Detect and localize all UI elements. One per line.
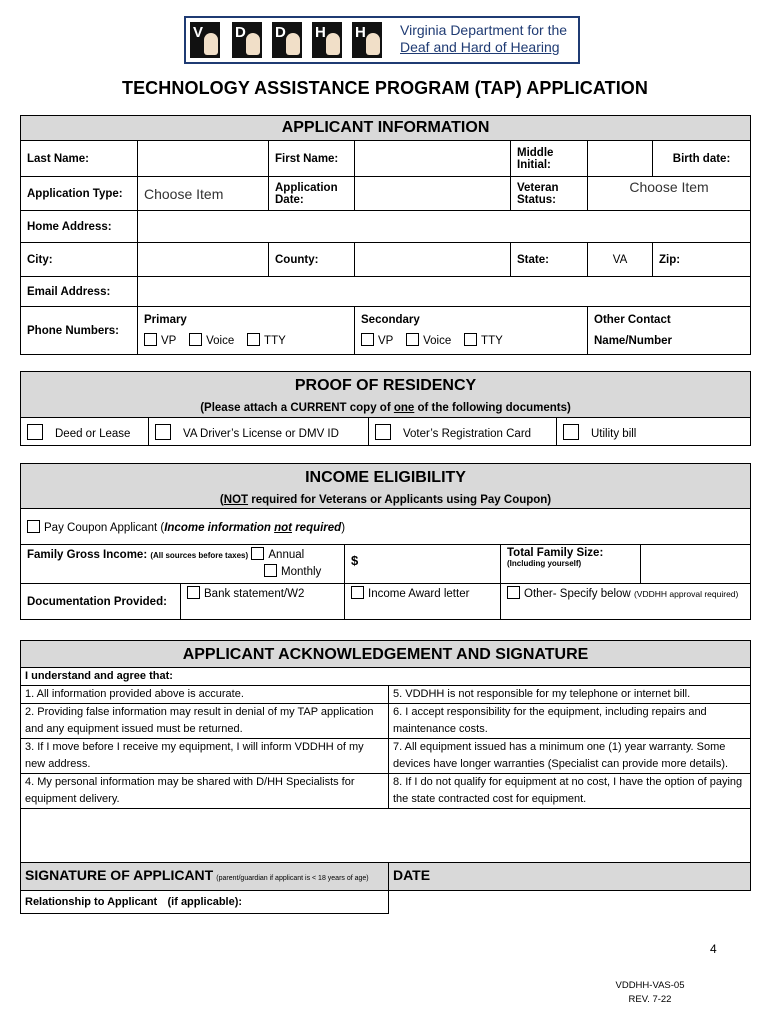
- income-award-option[interactable]: Income Award letter: [345, 584, 501, 620]
- agreement-item: 6. I accept responsibility for the equipment, including repairs and maintenance costs.: [389, 704, 751, 739]
- section-header: APPLICANT ACKNOWLEDGEMENT AND SIGNATURE: [21, 641, 751, 668]
- city-label: City:: [21, 243, 138, 277]
- secondary-phone-field[interactable]: Secondary VP Voice TTY: [355, 307, 588, 355]
- checkbox[interactable]: [144, 333, 157, 346]
- zip-field[interactable]: [653, 243, 751, 277]
- section-subheader: (Please attach a CURRENT copy of one of the following documents): [21, 400, 751, 418]
- zip-label: Zip:: [659, 253, 681, 266]
- family-income-label: Family Gross Income:: [27, 549, 148, 561]
- birth-date-label: Birth date:: [672, 152, 731, 165]
- page-number: 4: [710, 942, 717, 956]
- checkbox[interactable]: [375, 424, 391, 440]
- logo-tile: D: [232, 22, 262, 58]
- agreement-item: 3. If I move before I receive my equipment, I will inform VDDHH of my new address.: [21, 739, 389, 774]
- voter-registration-option[interactable]: Voter’s Registration Card: [369, 418, 557, 446]
- last-name-input[interactable]: [138, 141, 269, 177]
- family-size-label-cell: Total Family Size: (Including yourself): [501, 545, 641, 584]
- checkbox[interactable]: [247, 333, 260, 346]
- email-input[interactable]: [138, 277, 751, 307]
- monthly-checkbox[interactable]: [264, 564, 277, 577]
- first-name-label: First Name:: [269, 141, 355, 177]
- application-type-label: Application Type:: [21, 177, 138, 211]
- relationship-label: Relationship to Applicant: [21, 891, 197, 914]
- logo-tile: H: [352, 22, 382, 58]
- annual-checkbox[interactable]: [251, 547, 264, 560]
- agreement-item: 7. All equipment issued has a minimum one (1) year warranty. Some devices have longer warranties (Specialist can provide more details).: [389, 739, 751, 774]
- signature-area[interactable]: [21, 809, 751, 863]
- agreement-item: 8. If I do not qualify for equipment at no cost, I have the option of paying the state contracted cost for equipment.: [389, 774, 751, 809]
- primary-phone-field[interactable]: Primary VP Voice TTY: [138, 307, 355, 355]
- agreement-intro: I understand and agree that:: [21, 668, 751, 686]
- family-income-note: (All sources before taxes): [150, 551, 249, 560]
- state-label: State:: [511, 243, 588, 277]
- checkbox[interactable]: [563, 424, 579, 440]
- form-id: VDDHH-VAS-05 REV. 7-22: [615, 980, 685, 1005]
- logo-text: Virginia Department for the Deaf and Hard of Hearing: [400, 22, 568, 55]
- signature-label-cell: SIGNATURE OF APPLICANT (parent/guardian if applicant is < 18 years of age): [21, 863, 389, 891]
- application-date-label: Application Date:: [269, 177, 355, 211]
- checkbox[interactable]: [187, 586, 200, 599]
- logo-tile: V: [190, 22, 220, 58]
- name-number-label: Name/Number: [594, 334, 672, 347]
- other-contact-label: Other Contact: [594, 313, 671, 326]
- section-header: PROOF OF RESIDENCY: [21, 372, 751, 400]
- other-documentation-option[interactable]: Other- Specify below (VDDHH approval required): [501, 584, 751, 620]
- agreement-item: 2. Providing false information may result in denial of my TAP application and any equipment issued must be returned.: [21, 704, 389, 739]
- veteran-status-label: Veteran Status:: [511, 177, 588, 211]
- utility-bill-option[interactable]: Utility bill: [557, 418, 751, 446]
- checkbox[interactable]: [361, 333, 374, 346]
- acknowledgement-section: [20, 640, 751, 914]
- state-input[interactable]: VA: [588, 243, 653, 277]
- phone-numbers-label: Phone Numbers:: [21, 307, 138, 355]
- proof-of-residency-section: [20, 371, 751, 446]
- checkbox[interactable]: [464, 333, 477, 346]
- income-eligibility-section: [20, 463, 751, 620]
- relationship-field[interactable]: (if applicable):: [197, 891, 389, 914]
- logo-tile: D: [272, 22, 302, 58]
- middle-initial-label: Middle Initial:: [511, 141, 588, 177]
- page-title: TECHNOLOGY ASSISTANCE PROGRAM (TAP) APPLICATION: [121, 78, 649, 98]
- checkbox[interactable]: [27, 424, 43, 440]
- first-name-input[interactable]: [355, 141, 511, 177]
- veteran-status-select[interactable]: Choose Item: [588, 177, 751, 211]
- documentation-label: Documentation Provided:: [21, 584, 181, 620]
- application-type-select[interactable]: Choose Item: [138, 177, 269, 211]
- agreement-item: 5. VDDHH is not responsible for my telephone or internet bill.: [389, 686, 751, 704]
- section-subheader: (NOT required for Veterans or Applicants using Pay Coupon): [21, 492, 751, 509]
- deed-or-lease-option[interactable]: Deed or Lease: [21, 418, 149, 446]
- city-input[interactable]: [138, 243, 269, 277]
- agreement-item: 1. All information provided above is accurate.: [21, 686, 389, 704]
- email-label: Email Address:: [21, 277, 138, 307]
- birth-date-field[interactable]: [653, 141, 751, 177]
- last-name-label: Last Name:: [21, 141, 138, 177]
- checkbox[interactable]: [507, 586, 520, 599]
- date-label-cell: DATE: [389, 863, 751, 891]
- primary-label: Primary: [144, 313, 187, 326]
- application-date-input[interactable]: [355, 177, 511, 211]
- checkbox[interactable]: [189, 333, 202, 346]
- home-address-label: Home Address:: [21, 211, 138, 243]
- drivers-license-option[interactable]: VA Driver’s License or DMV ID: [149, 418, 369, 446]
- middle-initial-input[interactable]: [588, 141, 653, 177]
- agency-logo: [184, 16, 580, 64]
- income-amount-input[interactable]: $: [345, 545, 501, 584]
- logo-tile: H: [312, 22, 342, 58]
- checkbox[interactable]: [351, 586, 364, 599]
- bank-statement-option[interactable]: Bank statement/W2: [181, 584, 345, 620]
- family-size-input[interactable]: [641, 545, 751, 584]
- checkbox[interactable]: [155, 424, 171, 440]
- other-contact-field[interactable]: [588, 307, 751, 355]
- checkbox[interactable]: [406, 333, 419, 346]
- agreement-item: 4. My personal information may be shared with D/HH Specialists for equipment delivery.: [21, 774, 389, 809]
- county-input[interactable]: [355, 243, 511, 277]
- county-label: County:: [269, 243, 355, 277]
- section-header: APPLICANT INFORMATION: [21, 116, 751, 141]
- checkbox[interactable]: [27, 520, 40, 533]
- section-header: INCOME ELIGIBILITY: [21, 464, 751, 492]
- relationship-input[interactable]: [389, 891, 751, 914]
- pay-coupon-option[interactable]: Pay Coupon Applicant (Income information not required): [21, 509, 751, 545]
- secondary-label: Secondary: [361, 313, 420, 326]
- applicant-information-section: [20, 115, 751, 355]
- family-income-field[interactable]: Family Gross Income: (All sources before taxes) Annual Monthly: [21, 545, 345, 584]
- home-address-input[interactable]: [138, 211, 751, 243]
